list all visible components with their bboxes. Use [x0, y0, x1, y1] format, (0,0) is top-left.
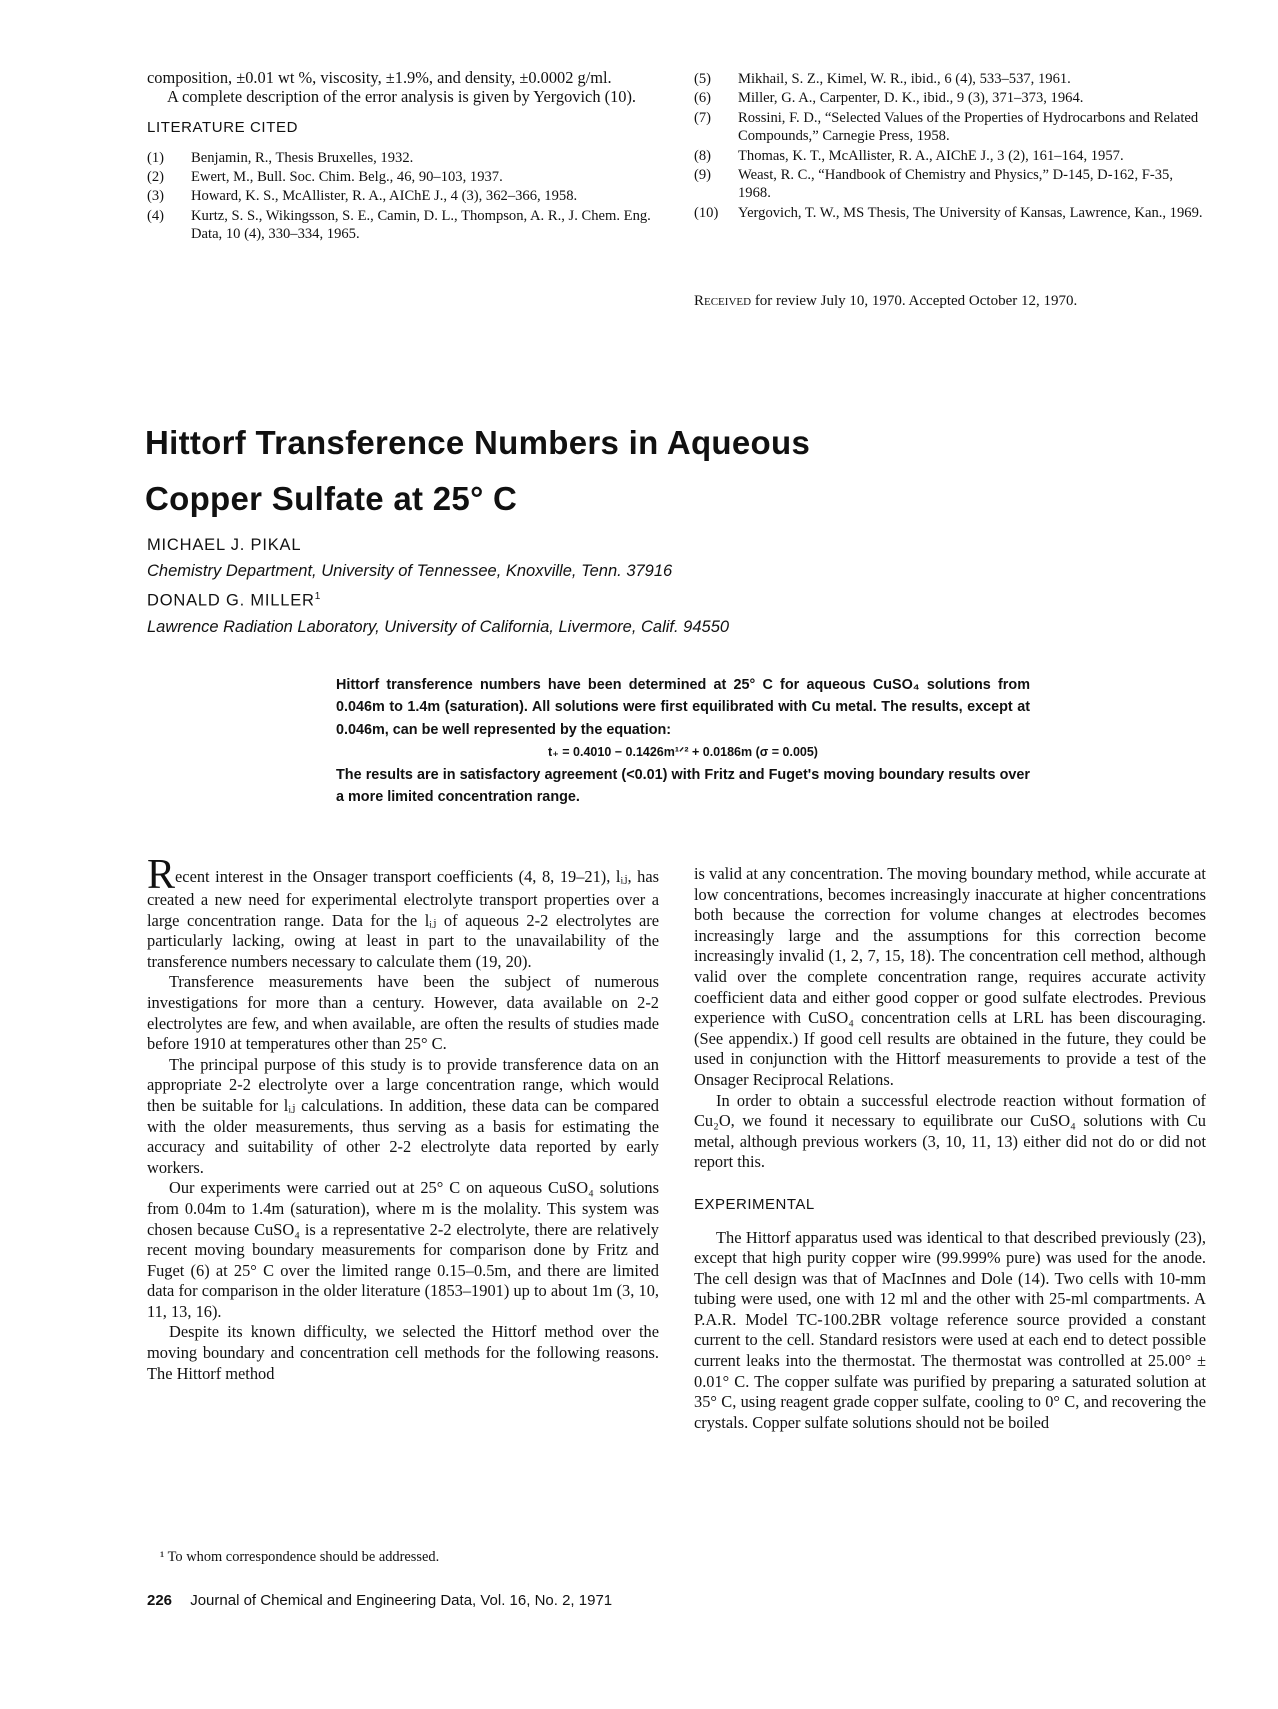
method-paragraph-2: In order to obtain a successful electrode reaction without formation of Cu₂O, we found it necessary to equilibrate our CuSO₄ solutions with Cu metal, although previous workers (3, 10, 11, 13) either did not do or did not report this. — [694, 1090, 1206, 1172]
reference-list-left — [147, 149, 661, 244]
reference-item — [147, 168, 661, 186]
literature-cited-heading: LITERATURE CITED — [147, 119, 299, 136]
reference-text: Weast, R. C., “Handbook of Chemistry and Physics,” D-145, D-162, F-35, 1968. — [738, 167, 1173, 202]
received-text: for review July 10, 1970. Accepted October 12, 1970. — [754, 293, 1078, 309]
title-line-1: Hittorf Transference Numbers in Aqueous — [145, 424, 811, 461]
body-right-column — [694, 864, 1206, 1433]
reference-text: Howard, K. S., McAllister, R. A., AIChE J., 4 (3), 362–366, 1958. — [191, 188, 578, 205]
footnote: ¹ To whom correspondence should be addressed. — [160, 1549, 440, 1565]
reference-text: Ewert, M., Bull. Soc. Chim. Belg., 46, 90–103, 1937. — [191, 169, 503, 185]
reference-text: Yergovich, T. W., MS Thesis, The University of Kansas, Lawrence, Kan., 1969. — [738, 204, 1203, 221]
page-footer — [147, 1592, 612, 1609]
affiliation-1: Chemistry Department, University of Tennessee, Knoxville, Tenn. 37916 — [147, 562, 673, 580]
reference-text: Miller, G. A., Carpenter, D. K., ibid., 9 (3), 371–373, 1964. — [738, 90, 1084, 107]
top-right-column — [694, 70, 1206, 223]
received-label: Received — [694, 293, 752, 309]
received-line — [694, 293, 1206, 310]
reference-item — [147, 187, 661, 205]
reference-number: (2) — [147, 169, 165, 185]
reference-text: Kurtz, S. S., Wikingsson, S. E., Camin, D. L., Thompson, A. R., J. Chem. Eng. Data, 10 (4), 330–334, 1965. — [191, 207, 651, 243]
reference-text: Rossini, F. D., “Selected Values of the Properties of Hydrocarbons and Related Compounds,” Carnegie Press, 1958. — [738, 109, 1199, 145]
reference-number: (10) — [694, 204, 719, 221]
experimental-paragraph-1: The Hittorf apparatus used was identical to that described previously (23), except that high purity copper wire (99.999% pure) was used for the anode. The cell design was that of MacInnes and Dole (14). Two cells with 10-mm tubing were used, one with 12 ml and the other with 25-ml compartments. A P.A.R. Model TC-100.2BR voltage reference source provided a constant current to the cell. Standard resistors were used at each end to detect possible current leaks into the thermostat. The thermostat was controlled at 25.00° ± 0.01° C. The copper sulfate was purified by preparing a saturated solution at 35° C, using reagent grade copper sulfate, cooling to 0° C, and recovering the crystals. Copper sulfate solutions should not be boiled — [694, 1227, 1206, 1432]
author-block — [147, 532, 1047, 640]
reference-item — [694, 204, 1206, 222]
reference-text: Benjamin, R., Thesis Bruxelles, 1932. — [191, 149, 414, 166]
reference-item — [694, 109, 1206, 146]
intro-paragraph-3: The principal purpose of this study is to provide transference data on an appropriate 2-2 electrolyte over a large concentration range, which would then be suitable for lᵢⱼ calculations. In addition, these data can be compared with the older measurements, thus serving as a basis for estimating the accuracy and suitability of other 2-2 electrolyte data reported by early workers. — [147, 1054, 659, 1177]
abstract-paragraph-2: The results are in satisfactory agreement (<0.01) with Fritz and Fuget's moving boundary results over a more limited concentration range. — [336, 766, 1030, 806]
reference-number: (9) — [694, 167, 712, 184]
reference-text: Thomas, K. T., McAllister, R. A., AIChE J., 3 (2), 161–164, 1957. — [738, 147, 1124, 164]
reference-number: (5) — [694, 71, 712, 87]
intro-paragraph-1-text: ecent interest in the Onsager transport coefficients (4, 8, 19–21), lᵢⱼ, has created a new need for experimental electrolyte transport properties over a large concentration range. Data for the lᵢⱼ of aqueous 2-2 electrolytes are particularly lacking, owing at least in part to the unavailability of the transference numbers necessary to calculate them (19, 20). — [147, 867, 659, 971]
title-line-2: Copper Sulfate at 25° C — [145, 480, 518, 517]
intro-paragraph-5: Despite its known difficulty, we selected the Hittorf method over the moving boundary and concentration cell methods for the following reasons. The Hittorf method — [147, 1322, 659, 1383]
reference-item — [147, 207, 661, 244]
reference-item — [694, 70, 1206, 88]
author-2 — [147, 584, 1047, 614]
abstract-paragraph-1: Hittorf transference numbers have been determined at 25° C for aqueous CuSO₄ solutions from 0.046m to 1.4m (saturation). All solutions were first equilibrated with Cu metal. The results, except at 0.046m, can be well represented by the equation: — [336, 677, 1030, 738]
reference-text: Mikhail, S. Z., Kimel, W. R., ibid., 6 (4), 533–537, 1961. — [738, 71, 1071, 87]
reference-number: (7) — [694, 109, 712, 126]
author-2-name: DONALD G. MILLER — [147, 591, 315, 610]
author-1: MICHAEL J. PIKAL — [147, 536, 302, 554]
body-left-column — [147, 852, 659, 1384]
reference-number: (6) — [694, 90, 712, 107]
top-left-column — [147, 68, 661, 245]
error-analysis-paragraph: A complete description of the error analysis is given by Yergovich (10). — [167, 87, 637, 106]
abstract-equation: t₊ = 0.4010 − 0.1426m¹ᐟ² + 0.0186m (σ = 0.005) — [548, 745, 818, 760]
page-number: 226 — [147, 1592, 173, 1609]
drop-cap: R — [147, 852, 176, 898]
article-title — [145, 415, 1045, 527]
reference-number: (4) — [147, 207, 165, 224]
error-paragraph: composition, ±0.01 wt %, viscosity, ±1.9%, and density, ±0.0002 g/ml. — [147, 68, 612, 87]
intro-paragraph-4: Our experiments were carried out at 25° C on aqueous CuSO₄ solutions from 0.04m to 1.4m (saturation), where m is the molality. This system was chosen because CuSO₄ is a representative 2-2 electrolyte, there are relatively recent moving boundary measurements for comparison done by Fritz and Fuget (6) at 25° C over the limited range 0.15–0.5m, and there are limited data for comparison in the older literature (1853–1901) up to about 1m (3, 10, 11, 13, 16). — [147, 1178, 659, 1321]
affiliation-2: Lawrence Radiation Laboratory, University of California, Livermore, Calif. 94550 — [147, 617, 730, 636]
experimental-heading: EXPERIMENTAL — [694, 1195, 815, 1213]
author-2-footnote-mark: 1 — [314, 591, 322, 602]
reference-item — [694, 89, 1206, 107]
intro-paragraph-2: Transference measurements have been the subject of numerous investigations for more than a century. However, data available on 2-2 electrolytes are few, and when available, are often the results of studies made before 1910 at temperatures other than 25° C. — [147, 972, 659, 1054]
abstract — [336, 674, 1030, 808]
reference-item — [147, 149, 661, 167]
reference-list-right — [694, 70, 1206, 222]
reference-number: (3) — [147, 188, 165, 205]
method-paragraph-1: is valid at any concentration. The moving boundary method, while accurate at low concentrations, becomes increasingly inaccurate at higher concentrations both because the correction for volume changes at electrodes becomes increasingly large and the assumptions for this correction become increasingly invalid (1, 2, 7, 15, 18). The concentration cell method, although valid over the complete concentration range, requires accurate activity coefficient data and either good copper or good sulfate electrodes. Previous experience with CuSO₄ concentration cells at LRL has been discouraging. (See appendix.) If good cell results are obtained in the future, they could be used in conjunction with the Hittorf measurements to provide a test of the Onsager Reciprocal Relations. — [694, 864, 1206, 1089]
reference-number: (1) — [147, 149, 165, 166]
reference-item — [694, 166, 1206, 203]
reference-number: (8) — [694, 147, 712, 164]
intro-paragraph-1 — [147, 852, 659, 972]
reference-item — [694, 147, 1206, 165]
journal-citation: Journal of Chemical and Engineering Data, Vol. 16, No. 2, 1971 — [190, 1592, 613, 1609]
